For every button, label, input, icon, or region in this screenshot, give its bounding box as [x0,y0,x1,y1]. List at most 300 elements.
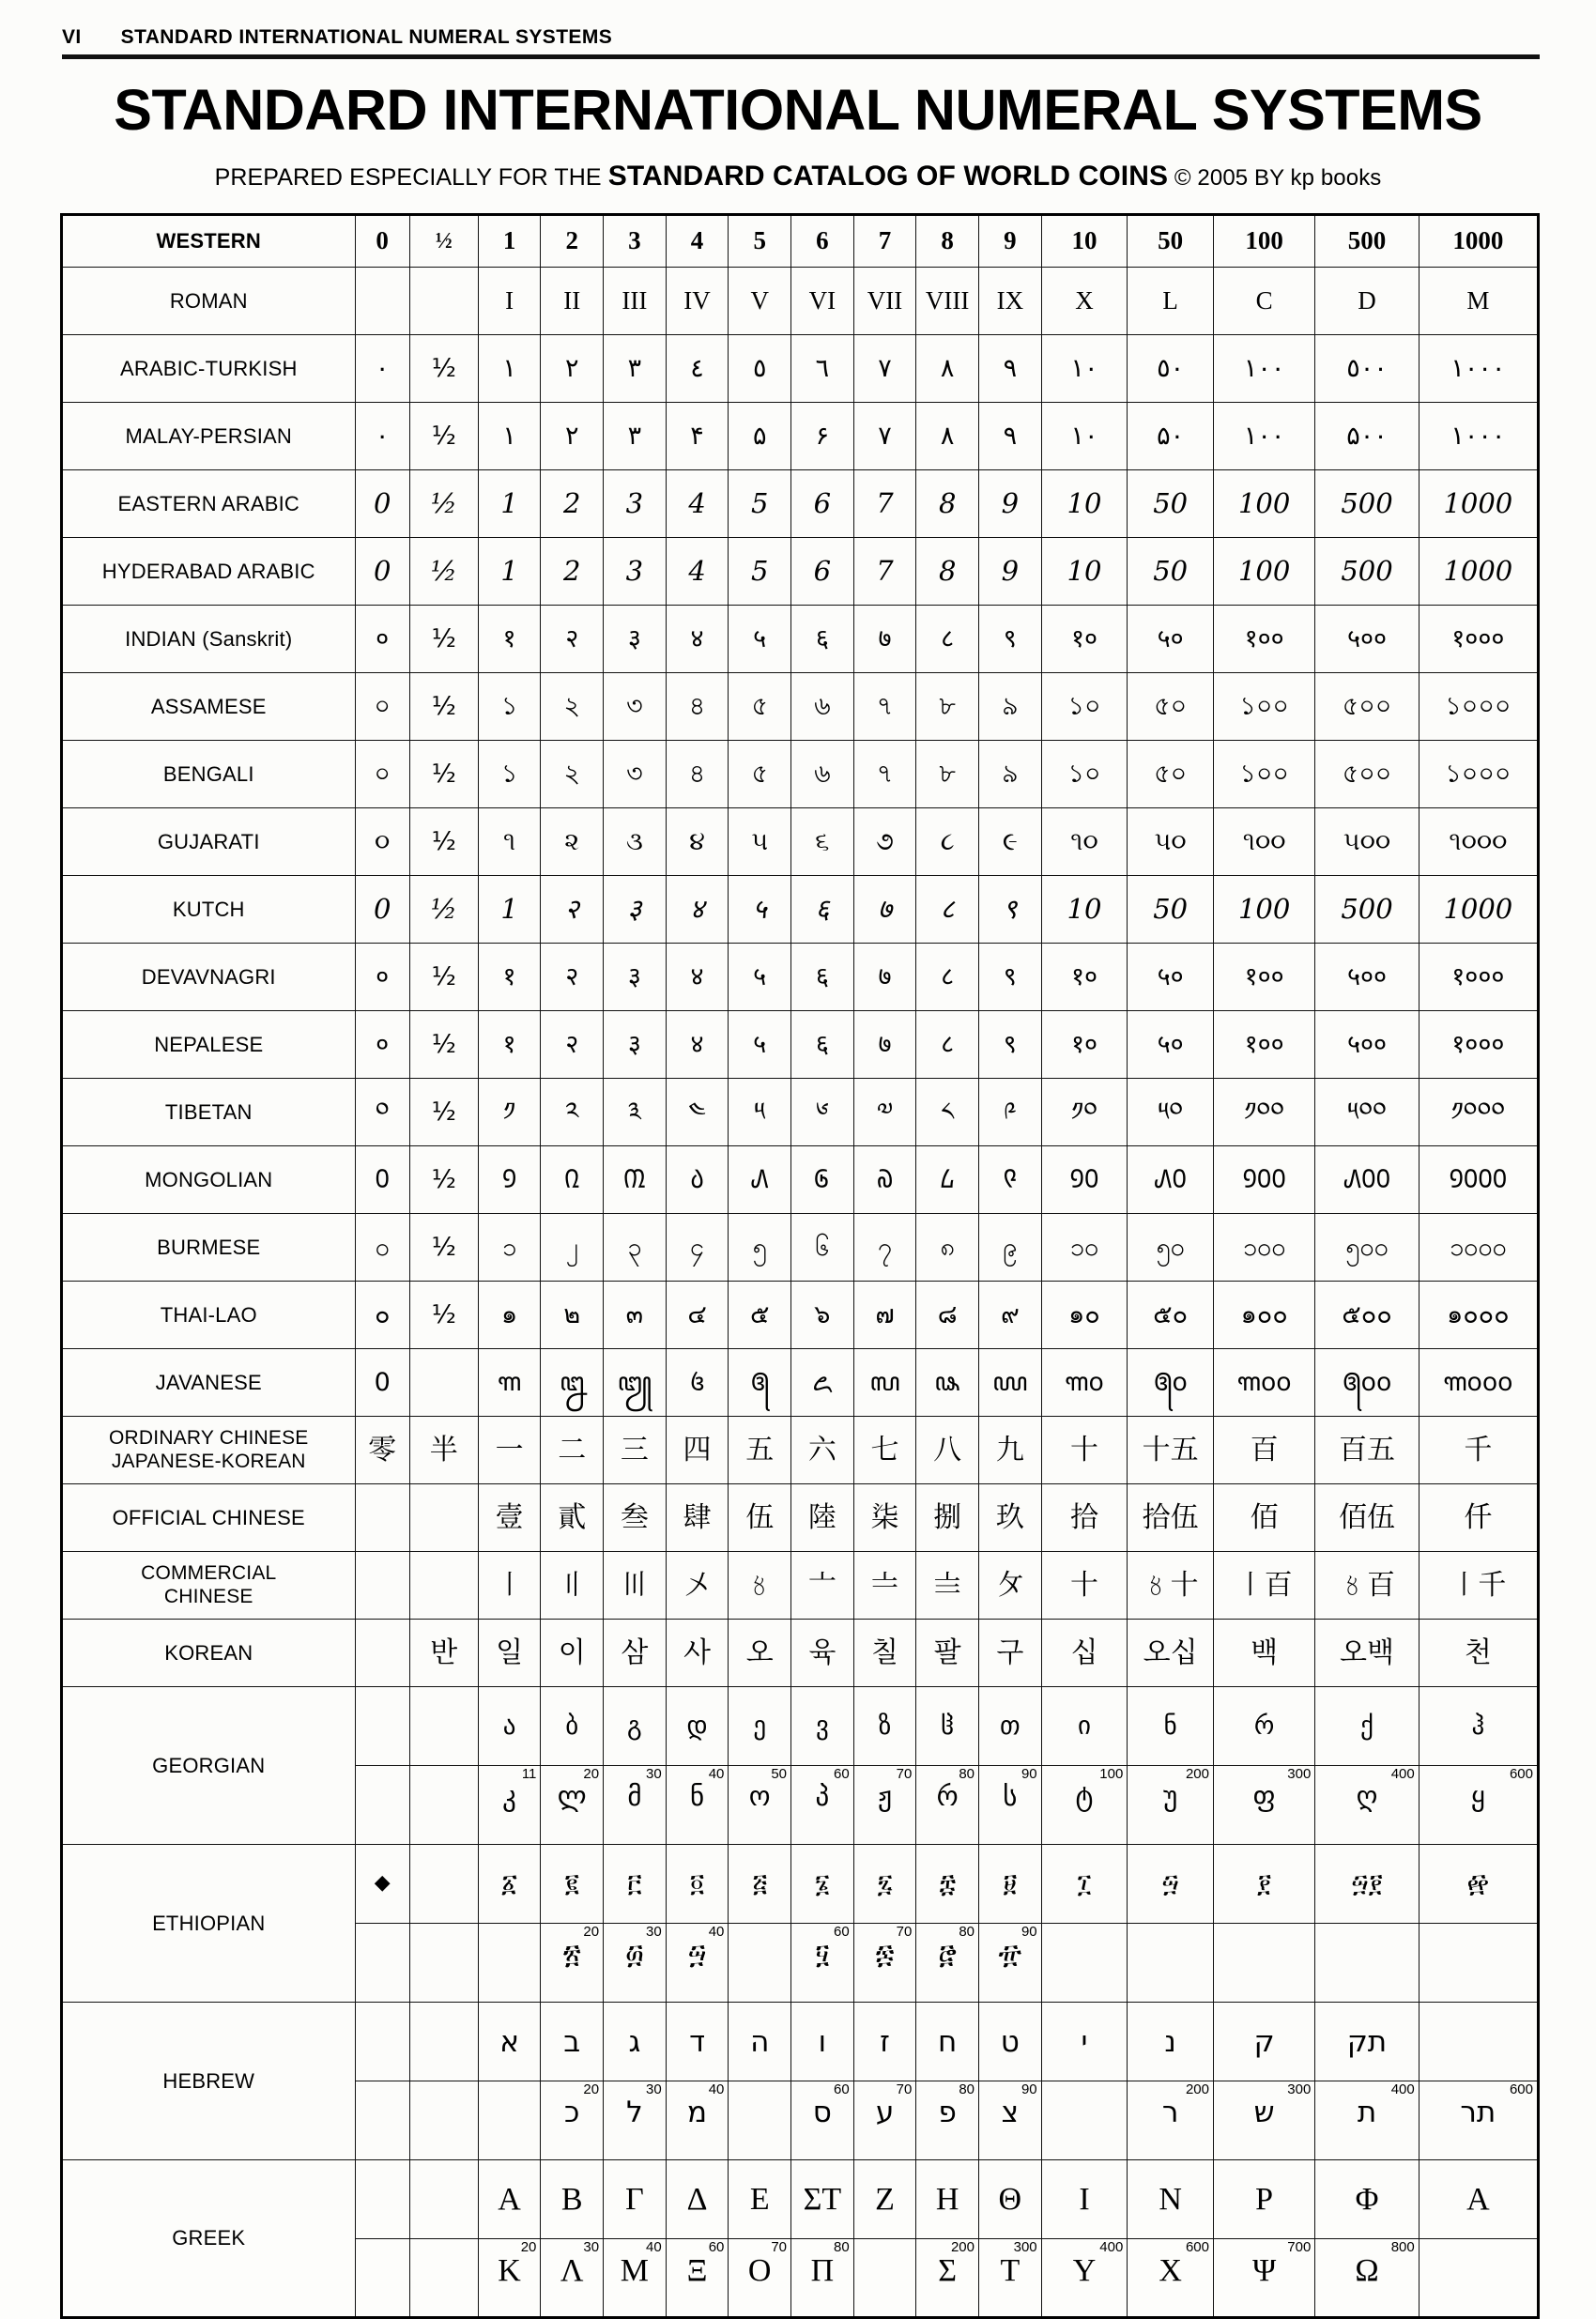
numeral-glyph [356,1766,409,1780]
cell-greek-1000 [1419,2160,1538,2239]
row-label-line: ORDINARY CHINESE [109,1427,309,1450]
cell-greek-50 [1128,2160,1214,2239]
numeral-glyph: I [505,286,514,315]
numeral-glyph: ७ [878,1029,892,1059]
numeral-glyph: ५ [753,961,767,991]
numeral-with-superscript [854,2239,916,2316]
numeral-glyph: ת [1357,2096,1377,2130]
cell-hyderabad-arabic-1000 [1419,538,1538,606]
numeral-glyph: Γ [625,2181,644,2217]
cell-greek-2 [541,2160,604,2239]
cell2-hebrew-6 [729,2081,791,2160]
cell-hebrew-4 [666,2003,729,2081]
cell-commercial-chinese-2 [541,1552,604,1620]
folio-number: VI [62,26,82,48]
table-row [62,1620,1539,1687]
cell-hebrew-0 [355,2003,409,2081]
numeral-glyph: ꧕ [750,1367,770,1397]
superscript-value: 200 [950,2239,974,2256]
numeral-with-superscript [410,2239,478,2316]
cell-tibetan-9 [979,1079,1042,1146]
cell-roman-10 [1041,268,1128,335]
numeral-glyph: ۱۰ [1070,421,1098,451]
cell-georgian-3 [604,1687,667,1766]
numeral-glyph: 1 [500,486,518,519]
numeral-glyph: 玖 [995,1501,1024,1535]
cell-hyderabad-arabic-500 [1315,538,1419,606]
table-row [62,1282,1539,1349]
numeral-glyph: ፯ [877,1868,893,1898]
numeral-glyph: ꧖ [812,1367,833,1397]
numeral-glyph: ፷ [875,1938,895,1971]
column-header-value: 7 [878,226,892,255]
superscript-value: 80 [834,2239,850,2256]
numeral-glyph: ९ [1003,892,1018,925]
cell-georgian-6 [791,1687,854,1766]
numeral-glyph: Κ [498,2253,521,2289]
cell-ethiopian-½ [409,1845,478,1924]
cell-javanese-50 [1128,1349,1214,1417]
cell-bengali-0 [355,741,409,808]
cell-burmese-2 [541,1214,604,1282]
cell-mongolian-7 [853,1146,916,1214]
cell2-ethiopian-11 [1041,1924,1128,2003]
numeral-glyph: 拾 [1069,1501,1098,1535]
cell-hyderabad-arabic-7 [853,538,916,606]
numeral-with-superscript [791,1924,853,2002]
cell-ethiopian-5 [729,1845,791,1924]
row-label-line: COMMERCIAL [141,1562,277,1585]
row-label-tibetan: TIBETAN [62,1079,356,1146]
numeral-glyph: ১ [500,759,518,789]
cell-georgian-1000 [1419,1687,1538,1766]
cell-nepalese-500 [1315,1011,1419,1079]
cell2-georgian-3 [541,1766,604,1845]
numeral-glyph: ღ [1356,1780,1378,1813]
cell-ordinary-chinese-japanese-korean-4 [666,1417,729,1484]
cell2-ethiopian-10 [979,1924,1042,2003]
cell2-greek-14 [1315,2239,1419,2318]
numeral-glyph: ٣ [627,353,642,383]
cell-hebrew-10 [1041,2003,1128,2081]
numeral-glyph: 50 [1153,554,1189,587]
numeral-with-superscript [1214,1766,1314,1844]
numeral-glyph: ፴ [625,1938,644,1971]
cell-official-chinese-1 [478,1484,541,1552]
numeral-with-superscript [356,1766,409,1844]
cell-georgian-8 [916,1687,979,1766]
cell-arabic-turkish-9 [979,335,1042,403]
cell-arabic-turkish-1 [478,335,541,403]
cell-javanese-1 [478,1349,541,1417]
cell-javanese-5 [729,1349,791,1417]
cell-hebrew-8 [916,2003,979,2081]
numeral-glyph: ᠑ [501,1164,517,1194]
numeral-glyph: ० [376,1029,390,1059]
column-header-3 [604,215,667,268]
row-label-official-chinese: OFFICIAL CHINESE [62,1484,356,1552]
numeral-glyph: ۲ [564,421,579,451]
column-header-value: 9 [1004,226,1017,255]
numeral-glyph [356,2239,409,2253]
cell-thai-lao-6 [791,1282,854,1349]
cell-kutch-4 [666,876,729,944]
cell2-greek-3 [541,2239,604,2318]
numeral-glyph: ٥٠ [1157,353,1185,383]
numeral-glyph: ᠙ [1003,1164,1018,1194]
cell-indian-sanskrit-1 [478,606,541,673]
numeral-glyph: 十 [1069,1434,1098,1467]
table-row [62,470,1539,538]
cell-kutch-3 [604,876,667,944]
superscript-value: 70 [896,1924,913,1941]
cell-nepalese-2 [541,1011,604,1079]
cell-eastern-arabic-4 [666,470,729,538]
numeral-glyph: ৩ [626,691,643,721]
cell-tibetan-7 [853,1079,916,1146]
table-header-row [62,215,1539,268]
cell2-hebrew-3 [541,2081,604,2160]
numeral-glyph: ३ [627,1029,641,1059]
cell-ethiopian-1 [478,1845,541,1924]
cell-thai-lao-5 [729,1282,791,1349]
cell2-greek-0 [355,2239,409,2318]
numeral-glyph: Ρ [1255,2181,1274,2217]
cell-devavnagri-1000 [1419,944,1538,1011]
numeral-with-superscript [1420,1766,1537,1844]
cell-thai-lao-500 [1315,1282,1419,1349]
column-header-7 [853,215,916,268]
numeral-glyph: ၆ [815,1232,830,1262]
cell-burmese-½ [409,1214,478,1282]
cell-arabic-turkish-6 [791,335,854,403]
numeral-glyph: ८ [941,623,955,653]
cell-korean-6 [791,1620,854,1687]
table-row [62,1484,1539,1552]
numeral-glyph: ፮ [814,1868,830,1898]
numeral-with-superscript [916,2081,978,2159]
cell-korean-9 [979,1620,1042,1687]
cell2-georgian-11 [1041,1766,1128,1845]
cell2-hebrew-2 [478,2081,541,2160]
numeral-glyph: 佰 [1250,1501,1279,1535]
cell-greek-6 [791,2160,854,2239]
numeral-glyph: ๑ [501,1299,518,1329]
numeral-glyph: १०० [1244,1029,1284,1059]
running-head-text: STANDARD INTERNATIONAL NUMERAL SYSTEMS [120,26,613,48]
numeral-glyph: ג [628,2024,641,2059]
numeral-glyph: ל [626,2096,643,2130]
numeral-glyph: ፵ [687,1938,707,1971]
cell-arabic-turkish-2 [541,335,604,403]
numeral-glyph: ५ [752,892,767,925]
numeral-glyph: Ω [1355,2253,1379,2289]
column-header-value: 500 [1347,226,1387,255]
row-label-georgian: GEORGIAN [62,1687,356,1845]
cell-kutch-0 [355,876,409,944]
numeral-glyph: ६ [815,1029,829,1059]
cell-javanese-6 [791,1349,854,1417]
cell-gujarati-500 [1315,808,1419,876]
cell-hebrew-6 [791,2003,854,2081]
cell-devavnagri-1 [478,944,541,1011]
table-row [62,1146,1539,1214]
numeral-glyph: 오십 [1143,1636,1198,1670]
cell-tibetan-4 [666,1079,729,1146]
numeral-glyph: დ [686,1711,708,1741]
cell-thai-lao-0 [355,1282,409,1349]
numeral-glyph: 6 [813,486,832,519]
numeral-glyph: ১০ [1067,691,1101,721]
numeral-with-superscript [854,1924,916,2002]
column-header-0 [355,215,409,268]
cell-ordinary-chinese-japanese-korean-½ [409,1417,478,1484]
cell-hyderabad-arabic-9 [979,538,1042,606]
cell2-hebrew-4 [604,2081,667,2160]
cell2-greek-7 [791,2239,854,2318]
numeral-glyph: ০ [374,759,391,789]
numeral-glyph: ༨ [941,1097,955,1127]
table-row [62,1011,1539,1079]
numeral-glyph: ५० [1157,961,1184,991]
superscript-value: 300 [1013,2239,1037,2256]
numeral-glyph [410,2239,478,2253]
superscript-value: 600 [1185,2239,1209,2256]
numeral-glyph: ১ [500,691,518,721]
numeral-glyph: ◆ [374,1871,391,1896]
numeral-glyph: Π [810,2253,835,2289]
numeral-with-superscript [1128,1766,1213,1844]
numeral-glyph: II [563,286,581,315]
row-label-roman: ROMAN [62,268,356,335]
numeral-glyph: 5 [750,486,769,519]
numeral-glyph: ۱۰۰۰ [1450,421,1506,451]
numeral-glyph: ၁၀၀၀ [1449,1232,1507,1262]
numeral-glyph: 〡千 [1450,1569,1507,1603]
cell-assamese-3 [604,673,667,741]
numeral-glyph: ב [563,2024,581,2059]
cell-burmese-8 [916,1214,979,1282]
numeral-glyph [1420,2239,1537,2253]
cell-commercial-chinese-500 [1315,1552,1419,1620]
cell-eastern-arabic-7 [853,470,916,538]
numeral-glyph: 0 [373,554,391,587]
numeral-glyph: פ [938,2096,957,2130]
numeral-glyph: 이 [558,1636,586,1670]
numeral-glyph: რ [1253,1711,1275,1741]
cell-korean-1 [478,1620,541,1687]
superscript-value: 300 [1287,2081,1312,2098]
numeral-glyph: ד [689,2024,706,2059]
numeral-glyph: 10 [1067,486,1102,519]
cell-georgian-½ [409,1687,478,1766]
cell-assamese-1 [478,673,541,741]
subtitle-catalog-name: STANDARD CATALOG OF WORLD COINS [607,161,1169,192]
numeral-glyph: ६ [815,961,829,991]
cell-eastern-arabic-8 [916,470,979,538]
numeral-glyph: ፩ [501,1868,517,1898]
row-label-indian-sanskrit: INDIAN (Sanskrit) [62,606,356,673]
cell-ordinary-chinese-japanese-korean-50 [1128,1417,1214,1484]
cell-ordinary-chinese-japanese-korean-5 [729,1417,791,1484]
superscript-value: 70 [896,2081,913,2098]
cell-georgian-50 [1128,1687,1214,1766]
numeral-glyph: 捌 [933,1501,962,1535]
superscript-value: 80 [959,2081,974,2098]
numeral-glyph: ½ [431,1164,456,1194]
numeral-glyph: ს [1003,1780,1018,1813]
cell2-ethiopian-0 [355,1924,409,2003]
numeral-glyph: ᠔ [690,1164,704,1194]
numeral-glyph: 3 [625,486,644,519]
cell-tibetan-500 [1315,1079,1419,1146]
superscript-value: 200 [1185,1766,1209,1783]
numeral-glyph: כ [564,2096,580,2130]
cell-tibetan-0 [355,1079,409,1146]
cell-kutch-5 [729,876,791,944]
numeral-glyph: ჱ [941,1711,955,1741]
numeral-glyph: ۵۰۰ [1346,421,1388,451]
numeral-glyph: 1000 [1443,892,1513,925]
cell-georgian-5 [729,1687,791,1766]
cell-gujarati-1000 [1419,808,1538,876]
cell-gujarati-7 [853,808,916,876]
cell-mongolian-8 [916,1146,979,1214]
cell-malay-persian-1 [478,403,541,470]
cell-kutch-½ [409,876,478,944]
cell-javanese-10 [1041,1349,1128,1417]
numeral-glyph: ፻ [1257,1868,1272,1898]
cell-devavnagri-8 [916,944,979,1011]
cell-assamese-8 [916,673,979,741]
row-label-ethiopian: ETHIOPIAN [62,1845,356,2003]
numeral-glyph: ૧૦ [1070,826,1098,856]
cell-assamese-0 [355,673,409,741]
numeral-glyph: 육 [808,1636,836,1670]
cell-javanese-9 [979,1349,1042,1417]
table-row [62,2160,1539,2239]
numeral-with-superscript [791,2239,853,2316]
cell-burmese-6 [791,1214,854,1282]
cell-eastern-arabic-1 [478,470,541,538]
cell-thai-lao-2 [541,1282,604,1349]
cell-tibetan-8 [916,1079,979,1146]
numeral-glyph [356,2081,409,2096]
cell-burmese-4 [666,1214,729,1282]
numeral-with-superscript [541,1766,603,1844]
superscript-value: 400 [1390,1766,1415,1783]
cell2-greek-9 [916,2239,979,2318]
cell-official-chinese-100 [1213,1484,1314,1552]
numeral-glyph: 오 [745,1636,774,1670]
cell-korean-4 [666,1620,729,1687]
cell-burmese-9 [979,1214,1042,1282]
cell-roman-6 [791,268,854,335]
cell2-greek-10 [979,2239,1042,2318]
cell2-hebrew-11 [1041,2081,1128,2160]
cell-kutch-50 [1128,876,1214,944]
cell-eastern-arabic-9 [979,470,1042,538]
cell-mongolian-4 [666,1146,729,1214]
cell-mongolian-0 [355,1146,409,1214]
numeral-glyph: ० [376,623,390,653]
numeral-glyph: 十 [1069,1569,1098,1603]
column-header-1 [478,215,541,268]
numeral-with-superscript [1315,2239,1418,2316]
numeral-glyph: Τ [1000,2253,1021,2289]
numeral-glyph: 0 [374,1367,391,1397]
superscript-value: 800 [1390,2239,1415,2256]
numeral-glyph: ᠘ [940,1164,955,1194]
numeral-with-superscript [356,2081,409,2159]
numeral-glyph: ८ [941,1029,955,1059]
numeral-glyph: ΣΤ [803,2181,842,2217]
numeral-glyph: ७ [878,961,892,991]
cell2-greek-15 [1419,2239,1538,2318]
superscript-value: 400 [1099,2239,1124,2256]
cell-devavnagri-500 [1315,944,1419,1011]
table-row [62,1552,1539,1620]
numeral-glyph [729,2081,790,2096]
numeral-glyph: ო [748,1780,771,1813]
numeral-glyph: ༡ [503,1097,516,1127]
cell-greek-0 [355,2160,409,2239]
numeral-glyph [1042,1924,1128,1938]
table-row [62,808,1539,876]
numeral-glyph: ፰ [939,1868,957,1898]
cell-commercial-chinese-10 [1041,1552,1128,1620]
cell-korean-8 [916,1620,979,1687]
numeral-glyph: १ [502,961,516,991]
numeral-glyph: ३ [627,623,641,653]
numeral-glyph: ৯ [1002,691,1019,721]
numeral-glyph: ۹ [1003,421,1018,451]
numeral-glyph: ৬ [814,759,831,789]
numeral-glyph: ፬ [690,1868,705,1898]
cell-georgian-1 [478,1687,541,1766]
row-label-eastern-arabic: EASTERN ARABIC [62,470,356,538]
numeral-with-superscript [1042,1924,1128,2002]
numeral-with-superscript [729,2239,790,2316]
numeral-glyph: 百五 [1339,1434,1395,1467]
cell-hyderabad-arabic-½ [409,538,478,606]
cell-hebrew-9 [979,2003,1042,2081]
cell-gujarati-10 [1041,808,1128,876]
numeral-glyph [479,1924,541,1938]
numeral-glyph: ½ [431,826,456,856]
numeral-glyph: ২ [563,759,581,789]
numeral-glyph: ۸ [940,421,955,451]
numeral-glyph: ६ [815,623,829,653]
cell-assamese-2 [541,673,604,741]
cell-gujarati-2 [541,808,604,876]
numeral-glyph: ४ [690,892,705,925]
numeral-glyph: 四 [683,1434,712,1467]
cell-official-chinese-2 [541,1484,604,1552]
cell-mongolian-1000 [1419,1146,1538,1214]
cell-javanese-8 [916,1349,979,1417]
cell-commercial-chinese-1 [478,1552,541,1620]
numeral-glyph: ๑๐ [1068,1299,1100,1329]
numeral-glyph: ૫૦૦ [1343,826,1391,856]
cell-official-chinese-4 [666,1484,729,1552]
cell-hyderabad-arabic-6 [791,538,854,606]
cell-gujarati-5 [729,808,791,876]
numeral-glyph: ๐ [374,1299,391,1329]
cell-hebrew-500 [1315,2003,1419,2081]
cell-roman-8 [916,268,979,335]
numeral-glyph: ი [1077,1711,1091,1741]
